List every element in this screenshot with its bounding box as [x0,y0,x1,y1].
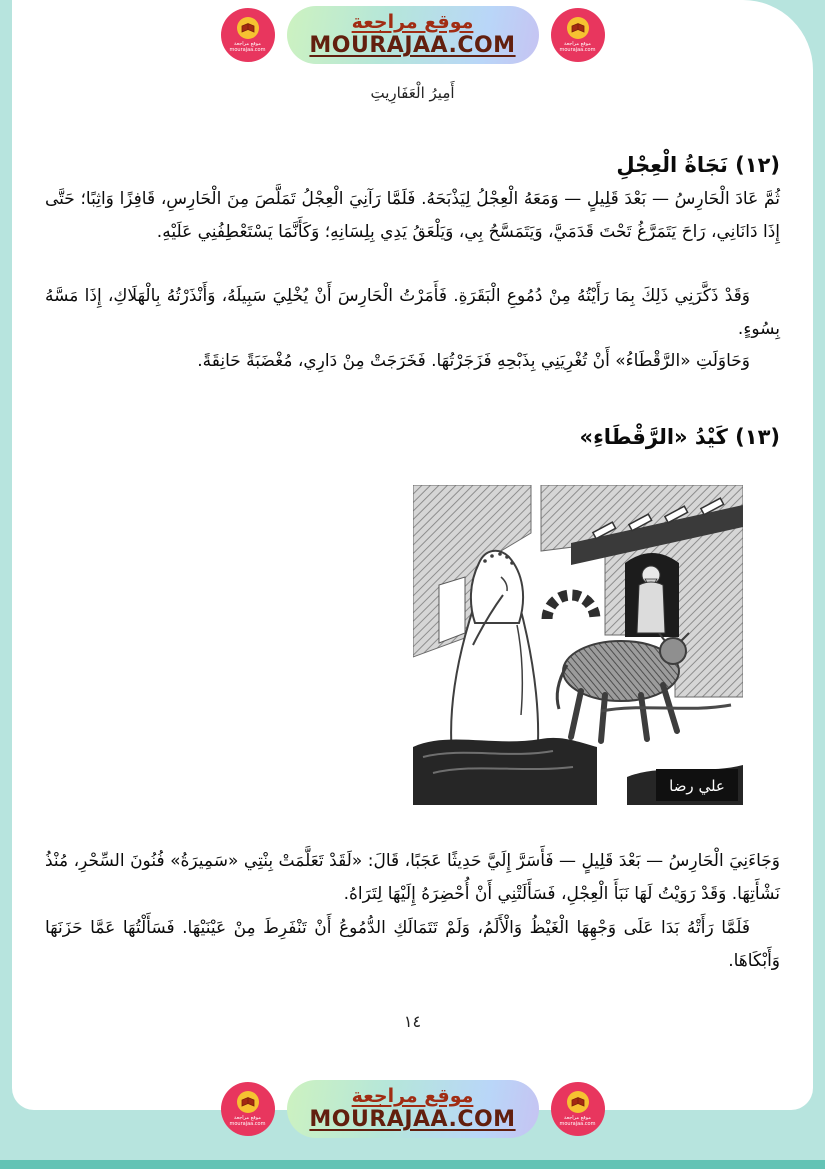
section-13-paragraph-2: فَلَمَّا رَأَتْهُ بَدَا عَلَى وَجْهِهَا الْغَيْظُ وَالْأَلَمُ، وَلَمْ تَتَمَالَكِ الدُّمُوعُ أَنْ تَنْفَرِطَ مِنْ عَيْنَيْهَا. فَسَأَلْتُهَا عَمَّا حَزَنَهَا وَأَبْكَاهَا. [45,918,780,971]
badge-site-domain: mourajaa.com [559,47,596,53]
site-name-link[interactable]: موقع مراجعة [351,11,474,33]
section-12-paragraph-1: ثُمَّ عَادَ الْحَارِسُ — بَعْدَ قَلِيلٍ — وَمَعَهُ الْعِجْلُ لِيَذْبَحَهُ. فَلَمَّا رَآنِيَ الْعِجْلُ تَمَلَّصَ مِنَ الْحَارِسِ، قَافِزًا وَاثِبًا؛ حَتَّى إِذَا دَانَانِي، رَاحَ يَتَمَرَّغُ تَحْتَ قَدَمَيَّ، وَيَتَمَسَّحُ بِي، وَيَلْعَقُ يَدِي بِلِسَانِهِ؛ وَكَأَنَّمَا يَسْتَعْطِفُنِي عَلَيْهِ. [45,189,780,242]
site-logo-badge [221,8,275,62]
badge-site-domain: mourajaa.com [229,47,266,53]
site-banner-top [0,6,825,64]
section-12-paragraph-2: وَقَدْ ذَكَّرَنِي ذَلِكَ بِمَا رَأَيْتُهُ مِنْ دُمُوعِ الْبَقَرَةِ. فَأَمَرْتُ الْحَارِسَ أَنْ يُخْلِيَ سَبِيلَهُ، وَأَنْذَرْتُهُ بِالْهَلَاكِ، إِذَا مَسَّهُ بِسُوءٍ. [45,286,780,339]
site-domain-link[interactable]: MOURAJAA.COM [309,1107,516,1132]
book-icon [567,17,589,39]
badge-site-domain: mourajaa.com [559,1121,596,1127]
site-logo-badge [551,1082,605,1136]
book-icon [237,1091,259,1113]
badge-site-name: موقع مراجعة [234,41,261,47]
badge-site-name: موقع مراجعة [564,1115,591,1121]
story-illustration-drawing [413,485,743,805]
site-domain-link[interactable]: MOURAJAA.COM [309,33,516,58]
svg-text:علي رضا: علي رضا [668,777,725,795]
story-illustration [413,485,743,805]
bottom-border-strip [0,1160,825,1169]
section-13-paragraph-1: وَجَاءَنِيَ الْحَارِسُ — بَعْدَ قَلِيلٍ — فَأَسَرَّ إِلَيَّ حَدِيثًا عَجَبًا، قَالَ: «لَقَدْ تَعَلَّمَتْ بِنْتِي «سَمِيرَةُ» فُنُونَ السِّحْرِ، مُنْذُ نَشْأَتِهَا. وَقَدْ رَوَيْتُ لَهَا نَبَأَ الْعِجْلِ، فَسَأَلَتْنِي أَنْ أُحْضِرَهُ إِلَيْهَا لِتَرَاهُ. [45,851,780,904]
document-page [12,0,813,1110]
site-banner-pill [287,1080,539,1138]
book-icon [237,17,259,39]
badge-site-name: موقع مراجعة [234,1115,261,1121]
book-icon [567,1091,589,1113]
artist-signature [656,769,738,801]
site-banner-pill [287,6,539,64]
badge-site-name: موقع مراجعة [564,41,591,47]
section-12-paragraph-3: وَحَاوَلَتِ «الرَّقْطَاءُ» أَنْ تُغْرِيَنِي بِذَبْحِهِ فَزَجَرْتُهَا. فَخَرَجَتْ مِنْ دَارِي، مُغْضَبَةً حَانِقَةً. [197,351,750,371]
badge-site-domain: mourajaa.com [229,1121,266,1127]
page-number: ١٤ [403,1012,422,1031]
site-name-link[interactable]: موقع مراجعة [351,1085,474,1107]
site-banner-bottom [0,1080,825,1138]
running-title: أَمِيرُ الْعَفَارِيتِ [370,84,455,102]
section-13-heading: (١٣) كَيْدُ «الرَّقْطَاءِ» [579,425,780,450]
site-logo-badge [221,1082,275,1136]
site-logo-badge [551,8,605,62]
section-12-heading: (١٢) نَجَاةُ الْعِجْلِ [616,153,780,178]
